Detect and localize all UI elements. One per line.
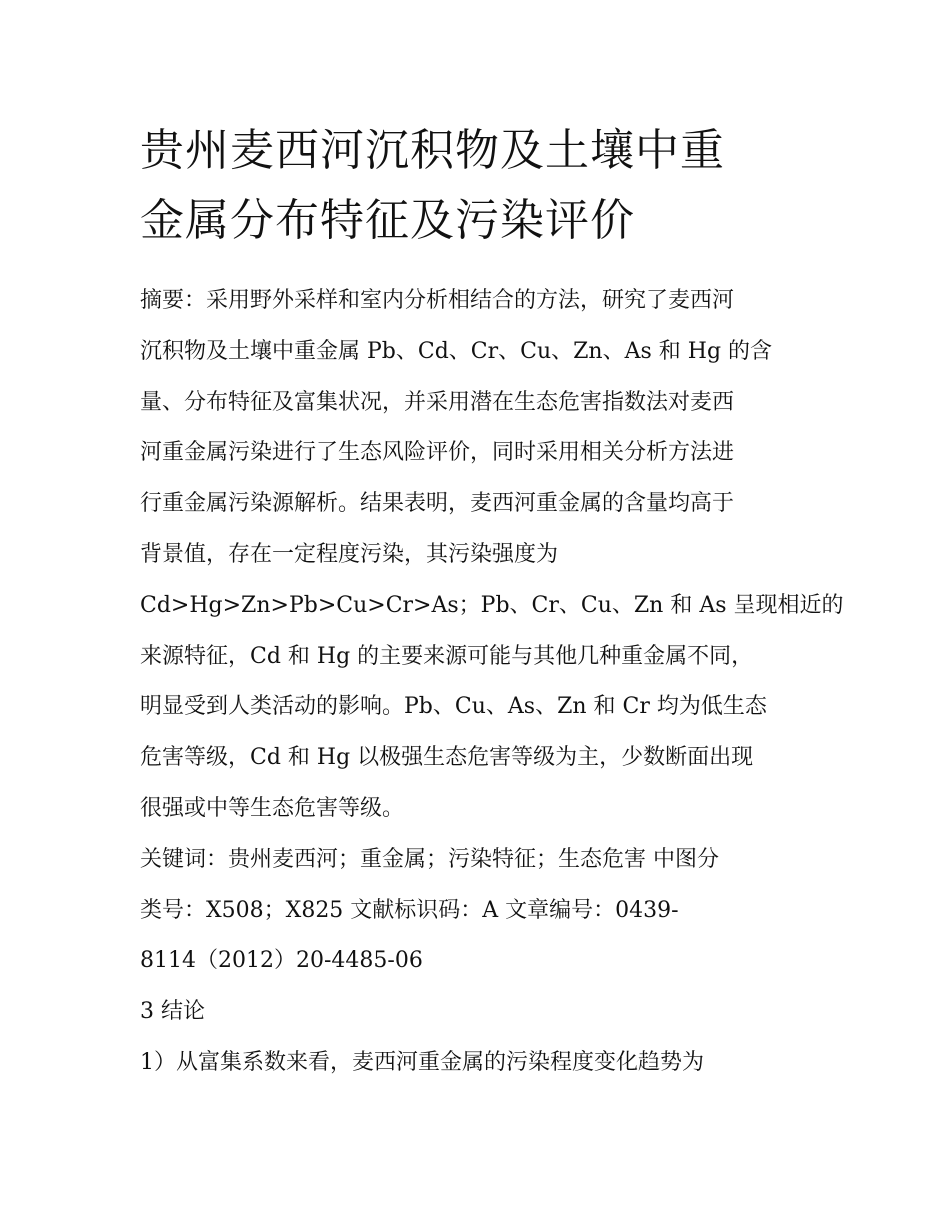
abstract-line: 来源特征，Cd 和 Hg 的主要来源可能与其他几种重金属不同， — [140, 643, 754, 669]
abstract-line: 明显受到人类活动的影响。Pb、Cu、As、Zn 和 Cr 均为低生态 — [140, 694, 767, 720]
abstract-paragraph — [140, 276, 844, 835]
abstract-line: Cd>Hg>Zn>Pb>Cu>Cr>As；Pb、Cr、Cu、Zn 和 As 呈现相近的 — [140, 592, 844, 618]
abstract-line: 摘要：采用野外采样和室内分析相结合的方法，研究了麦西河 — [140, 288, 735, 313]
abstract-line: 沉积物及土壤中重金属 Pb、Cd、Cr、Cu、Zn、As 和 Hg 的含 — [140, 338, 773, 364]
title-line-1: 贵州麦西河沉积物及土壤中重 — [140, 125, 725, 176]
keywords-line: 关键词：贵州麦西河；重金属；污染特征；生态危害 中图分 — [140, 846, 719, 872]
abstract-line: 危害等级，Cd 和 Hg 以极强生态危害等级为主，少数断面出现 — [140, 745, 754, 771]
keywords-paragraph — [140, 835, 820, 987]
document-body — [140, 276, 844, 1089]
conclusion-section — [140, 987, 820, 1089]
title-line-2: 金属分布特征及污染评价 — [140, 195, 635, 246]
abstract-line: 量、分布特征及富集状况，并采用潜在生态危害指数法对麦西 — [140, 389, 735, 415]
keywords-line: 8114（2012）20-4485-06 — [140, 948, 423, 974]
abstract-line: 行重金属污染源解析。结果表明，麦西河重金属的含量均高于 — [140, 491, 735, 517]
conclusion-line: 1）从富集系数来看，麦西河重金属的污染程度变化趋势为 — [140, 1049, 704, 1075]
document-title — [140, 116, 820, 256]
section-heading: 3 结论 — [140, 999, 205, 1025]
keywords-line: 类号：X508；X825 文献标识码：A 文章编号：0439- — [140, 897, 679, 923]
abstract-line: 背景值，存在一定程度污染，其污染强度为 — [140, 541, 559, 567]
abstract-line: 河重金属污染进行了生态风险评价，同时采用相关分析方法进 — [140, 440, 735, 466]
abstract-line: 很强或中等生态危害等级。 — [140, 795, 405, 821]
